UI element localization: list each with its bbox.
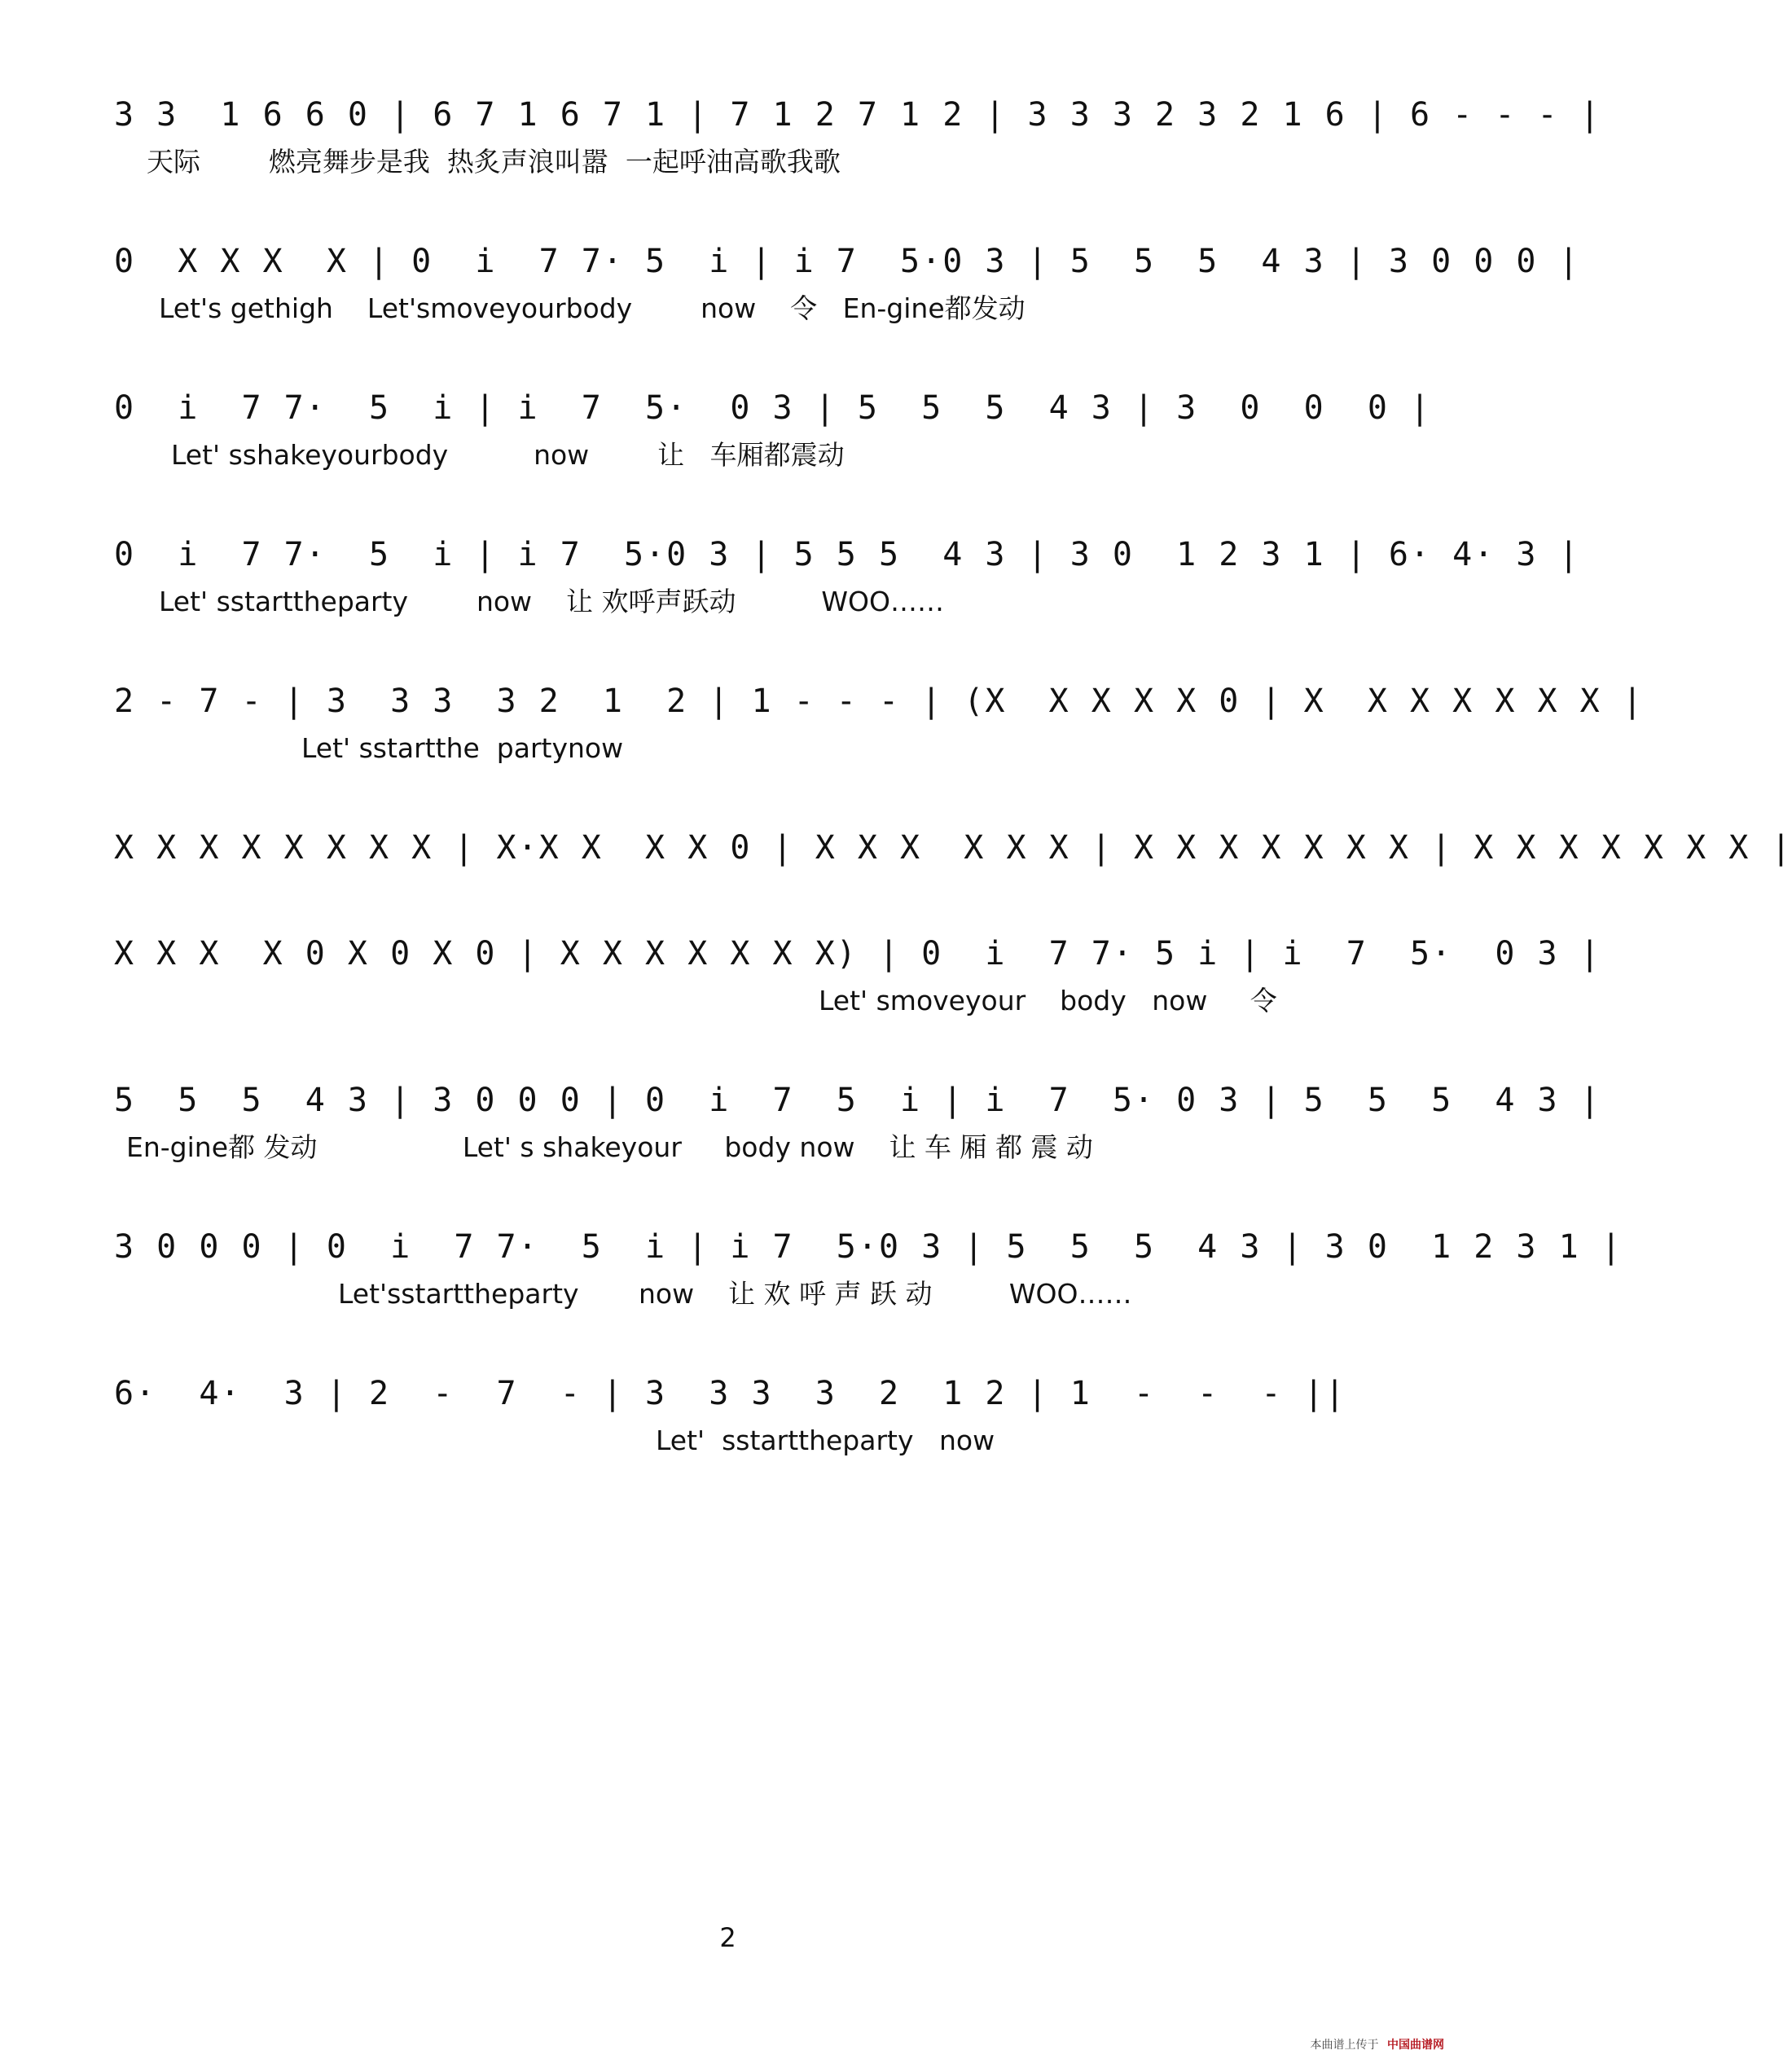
lyrics-line: Let' sstarttheparty now (656, 1425, 995, 1456)
score-system-8 (0, 1075, 1601, 1222)
score-system-3 (0, 383, 1456, 529)
notation-line: 2 - 7 - | 3 3 3 3 2 1 2 | 1 - - - | (X X X X X 0 | X X X X X X X | (114, 683, 1644, 720)
lyrics-line: En-gine都 发动 Let' s shakeyour body now 让 车 厢 都 震 动 (126, 1131, 1093, 1163)
score-system-5 (0, 676, 1644, 823)
score-system-2 (0, 236, 1580, 383)
notation-line: 0 X X X X | 0 i 7 7· 5 i | i 7 5·0 3 | 5 5 5 4 3 | 3 0 0 0 | (114, 243, 1580, 280)
footer-watermark (1311, 2036, 1444, 2052)
score-system-7 (0, 929, 1601, 1075)
lyrics-line: Let' sstartthe partynow (301, 732, 624, 764)
lyrics-line: 天际 燃亮舞步是我 热炙声浪叫嚣 一起呼油高歌我歌 (147, 146, 841, 178)
lyrics-line: Let' sshakeyourbody now 让 车厢都震动 (171, 439, 845, 471)
notation-line: 0 i 7 7· 5 i | i 7 5· 0 3 | 5 5 5 4 3 | 3 0 0 0 | (114, 389, 1432, 427)
score-system-4 (0, 529, 1580, 676)
lyrics-line: Let's gethigh Let'smoveyourbody now 令 En-gine都发动 (159, 292, 1026, 324)
site-logo: 中国曲谱网 (1387, 2039, 1444, 2052)
notation-line: 3 0 0 0 | 0 i 7 7· 5 i | i 7 5·0 3 | 5 5 5 4 3 | 3 0 1 2 3 1 | (114, 1228, 1623, 1266)
notation-line: 5 5 5 4 3 | 3 0 0 0 | 0 i 7 5 i | i 7 5· 0 3 | 5 5 5 4 3 | (114, 1082, 1601, 1119)
notation-line: 0 i 7 7· 5 i | i 7 5·0 3 | 5 5 5 4 3 | 3 0 1 2 3 1 | 6· 4· 3 | (114, 536, 1580, 573)
score-system-9 (0, 1222, 1623, 1368)
notation-line: X X X X X X X X | X·X X X X 0 | X X X X X X | X X X X X X X | X X X X X X X | (114, 829, 1792, 867)
page-number: 2 (719, 1922, 736, 1953)
notation-line: 6· 4· 3 | 2 - 7 - | 3 3 3 3 2 1 2 | 1 - - - || (114, 1375, 1346, 1412)
lyrics-line: Let'sstarttheparty now 让 欢 呼 声 跃 动 WOO…… (338, 1278, 1132, 1310)
lyrics-line: Let' smoveyour body now 令 (819, 985, 1277, 1016)
notation-line: X X X X 0 X 0 X 0 | X X X X X X X) | 0 i 7 7· 5 i | i 7 5· 0 3 | (114, 935, 1601, 972)
lyrics-line: Let' sstarttheparty now 让 欢呼声跃动 WOO…… (159, 586, 944, 617)
score-system-10 (0, 1368, 1456, 1515)
score-system-1 (0, 90, 1601, 236)
footer-text: 本曲谱上传于 (1310, 2039, 1379, 2052)
notation-line: 3 3 1 6 6 0 | 6 7 1 6 7 1 | 7 1 2 7 1 2 | 3 3 3 2 3 2 1 6 | 6 - - - | (114, 96, 1601, 134)
